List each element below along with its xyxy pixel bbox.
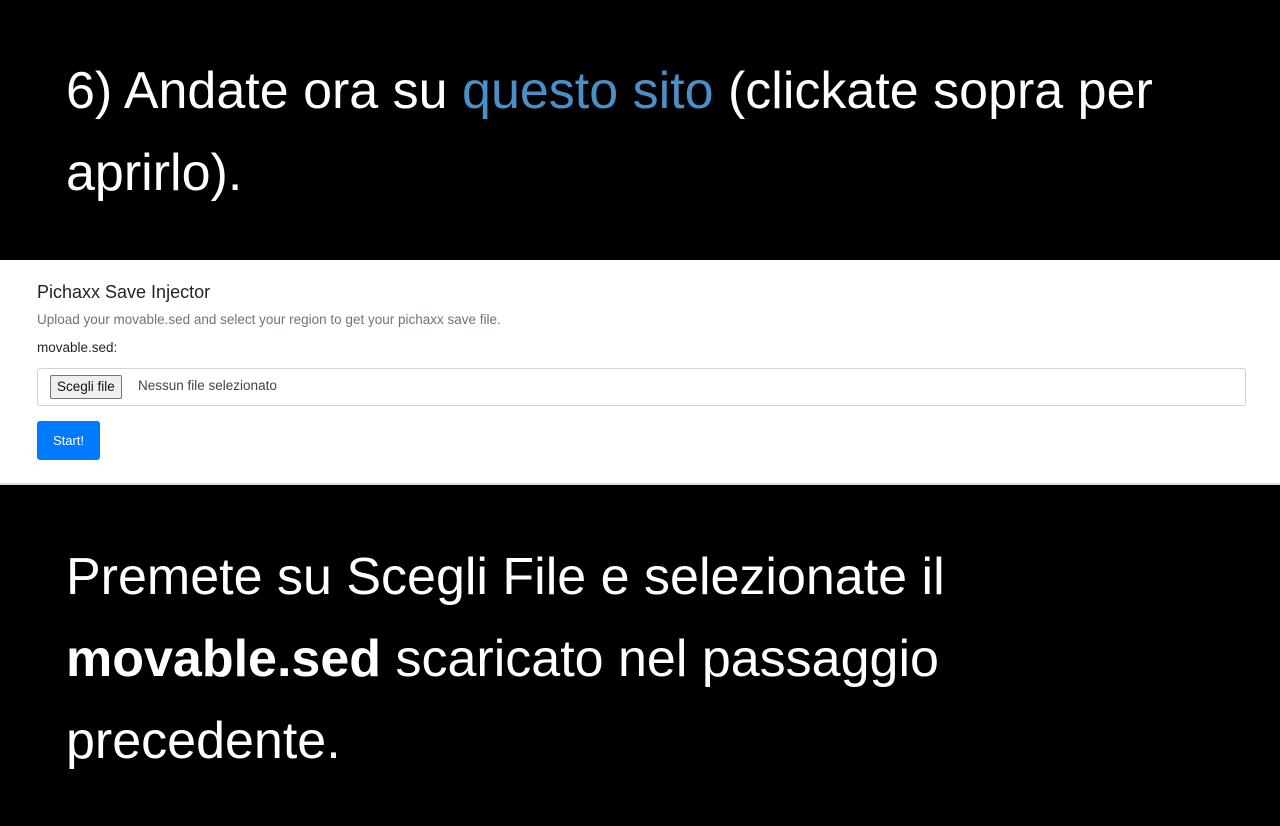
step-prefix: 6) Andate ora su bbox=[66, 62, 463, 120]
instruction-part2: scaricato nel passaggio precedente. bbox=[66, 630, 939, 770]
instruction-text bbox=[66, 536, 1226, 782]
injector-subtitle: Upload your movable.sed and select your region to get your pichaxx save file. bbox=[37, 312, 501, 327]
site-screenshot bbox=[0, 260, 1280, 485]
start-button[interactable]: Start! bbox=[37, 421, 100, 460]
no-file-selected-text: Nessun file selezionato bbox=[138, 378, 277, 393]
instruction-bold: movable.sed bbox=[66, 630, 382, 688]
step-6-text bbox=[66, 50, 1226, 214]
site-link[interactable]: questo sito bbox=[462, 62, 714, 120]
injector-title: Pichaxx Save Injector bbox=[37, 282, 211, 302]
instruction-part1: Premete su Scegli File e selezionate il bbox=[66, 548, 945, 606]
step-suffix: (clickate sopra per aprirlo). bbox=[66, 62, 1153, 202]
movable-sed-label: movable.sed: bbox=[37, 340, 118, 355]
choose-file-button[interactable]: Scegli file bbox=[50, 375, 122, 399]
file-input[interactable] bbox=[37, 368, 1246, 406]
